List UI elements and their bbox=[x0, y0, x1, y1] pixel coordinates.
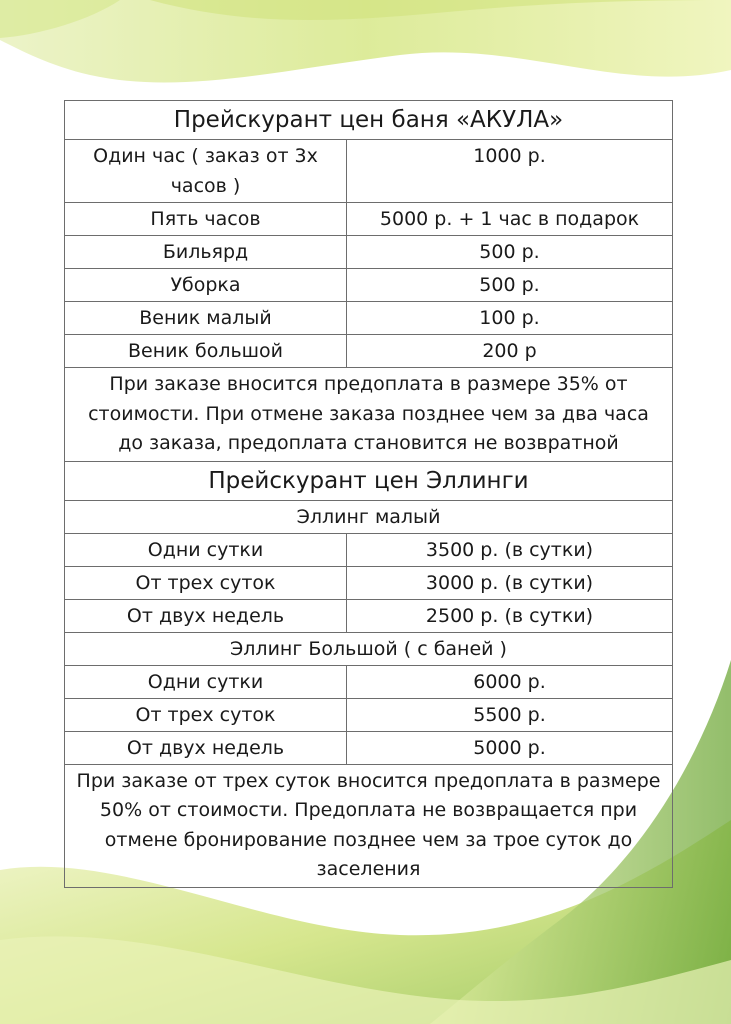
boathouse-title-row bbox=[65, 461, 673, 500]
service-name: Пять часов bbox=[65, 203, 347, 236]
service-name: Уборка bbox=[65, 269, 347, 302]
table-row bbox=[65, 302, 673, 335]
service-name: Один час ( заказ от 3х часов ) bbox=[65, 140, 347, 203]
large-boathouse-heading: Эллинг Большой ( с баней ) bbox=[65, 632, 673, 665]
table-row bbox=[65, 269, 673, 302]
service-price: 5000 р. + 1 час в подарок bbox=[347, 203, 673, 236]
period-name: Одни сутки bbox=[65, 533, 347, 566]
period-price: 5500 р. bbox=[347, 698, 673, 731]
table-row bbox=[65, 698, 673, 731]
period-price: 6000 р. bbox=[347, 665, 673, 698]
service-name: Веник большой bbox=[65, 335, 347, 368]
sauna-prepayment-note: При заказе вносится предоплата в размере 35% от стоимости. При отмене заказа позднее чем за два часа до заказа, предоплата становится не возвратной bbox=[65, 368, 673, 462]
service-price: 100 р. bbox=[347, 302, 673, 335]
table-row bbox=[65, 203, 673, 236]
period-name: Одни сутки bbox=[65, 665, 347, 698]
service-name: Бильярд bbox=[65, 236, 347, 269]
period-name: От двух недель bbox=[65, 731, 347, 764]
boathouse-price-title: Прейскурант цен Эллинги bbox=[65, 461, 673, 500]
table-row bbox=[65, 533, 673, 566]
sauna-price-title: Прейскурант цен баня «АКУЛА» bbox=[65, 101, 673, 140]
period-price: 3000 р. (в сутки) bbox=[347, 566, 673, 599]
period-name: От трех суток bbox=[65, 566, 347, 599]
small-boathouse-heading-row bbox=[65, 500, 673, 533]
table-row bbox=[65, 599, 673, 632]
service-price: 500 р. bbox=[347, 236, 673, 269]
table-row bbox=[65, 665, 673, 698]
table-row bbox=[65, 335, 673, 368]
period-price: 5000 р. bbox=[347, 731, 673, 764]
sauna-note-row bbox=[65, 368, 673, 462]
boathouse-note-row bbox=[65, 764, 673, 887]
service-name: Веник малый bbox=[65, 302, 347, 335]
table-row bbox=[65, 140, 673, 203]
small-boathouse-heading: Эллинг малый bbox=[65, 500, 673, 533]
table-row bbox=[65, 566, 673, 599]
sauna-title-row bbox=[65, 101, 673, 140]
service-price: 1000 р. bbox=[347, 140, 673, 203]
service-price: 500 р. bbox=[347, 269, 673, 302]
boathouse-prepayment-note: При заказе от трех суток вносится предоплата в размере 50% от стоимости. Предоплата не возвращается при отмене бронирование позднее чем за трое суток до заселения bbox=[65, 764, 673, 887]
service-price: 200 р bbox=[347, 335, 673, 368]
period-name: От трех суток bbox=[65, 698, 347, 731]
period-name: От двух недель bbox=[65, 599, 347, 632]
period-price: 2500 р. (в сутки) bbox=[347, 599, 673, 632]
table-row bbox=[65, 731, 673, 764]
price-list-table bbox=[64, 100, 673, 888]
large-boathouse-heading-row bbox=[65, 632, 673, 665]
period-price: 3500 р. (в сутки) bbox=[347, 533, 673, 566]
table-row bbox=[65, 236, 673, 269]
